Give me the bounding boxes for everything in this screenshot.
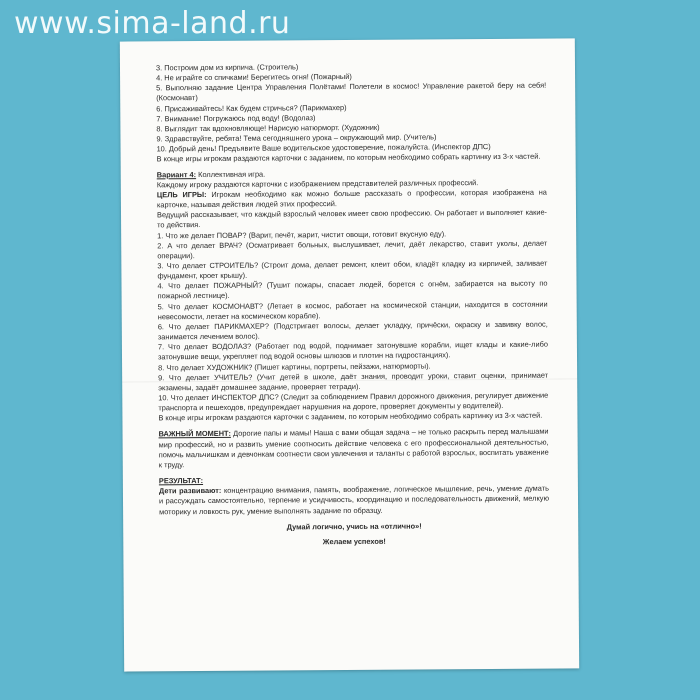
result-paragraph xyxy=(159,484,549,517)
question-item: 4. Что делает ПОЖАРНЫЙ? (Тушит пожары, спасает людей, борется с огнём, забирается на высоту по пожарной лестнице). xyxy=(157,278,548,301)
question-item: 3. Что делает СТРОИТЕЛЬ? (Строит дома, делает ремонт, клеит обои, кладёт кладку из кирпичей, заливает фундамент, кроет крышу). xyxy=(157,258,548,281)
question-item: 1. Что же делает ПОВАР? (Варит, печёт, жарит, чистит овощи, готовит вкусную еду). xyxy=(157,228,447,240)
important-label: ВАЖНЫЙ МОМЕНТ: xyxy=(158,429,231,439)
result-label: РЕЗУЛЬТАТ: xyxy=(158,476,204,486)
question-item: 7. Что делает ВОДОЛАЗ? (Работает под водой, поднимает затонувшие корабли, ищет клады и какие-либо затонувшие вещи, укрепляет под водой основы шлюзов и плотин на гидростанциях). xyxy=(157,339,548,362)
phrase-line: 9. Здравствуйте, ребята! Тема сегодняшнего урока – окружающий мир. (Учитель) xyxy=(156,132,437,144)
question-item: 5. Что делает КОСМОНАВТ? (Летает в космос, работает на космической станции, находится в состоянии невесомости, летает на космическом корабле). xyxy=(157,299,548,322)
important-paragraph xyxy=(159,427,549,470)
phrase-line: 3. Построим дом из кирпича. (Строитель) xyxy=(155,62,299,73)
phrase-line: 7. Внимание! Погружаюсь под воду! (Водолаз) xyxy=(156,113,316,124)
phrase-line: 5. Выполняю задание Центра Управления Полётами! Полетели в космос! Управление ракетой беру на себя! (Космонавт) xyxy=(156,80,547,103)
questions-list xyxy=(157,228,548,414)
closing-motto: Думай логично, учись на «отлично»! xyxy=(286,521,422,532)
question-item: 9. Что делает УЧИТЕЛЬ? (Учит детей в школе, даёт знания, проводит уроки, ставит оценки, принимает экзамены, задаёт домашнее задание, проверяет тетради). xyxy=(158,370,549,393)
variant4-end: В конце игры игрокам раздаются карточки с заданием, по которым необходимо собрать картинку из 3-х частей. xyxy=(158,410,543,423)
closing-wish: Желаем успехов! xyxy=(322,536,386,547)
variant4-intro: Каждому игроку раздаются карточки с изображением представителей различных профессий. xyxy=(156,177,479,190)
phrase-line: 4. Не играйте со спичками! Берегитесь огня! (Пожарный) xyxy=(156,72,352,83)
question-item: 6. Что делает ПАРИКМАХЕР? (Подстригает волосы, делает укладку, причёски, окраску и завивку волос, занимается лечением волос). xyxy=(157,319,548,342)
goal-paragraph xyxy=(157,187,547,210)
phrase-line: 10. Добрый день! Предъявите Ваше водительское удостоверение, пожалуйста. (Инспектор ДПС) xyxy=(156,142,491,154)
result-sub: Дети развивают: xyxy=(158,486,222,496)
professions-phrases-list xyxy=(156,61,547,165)
question-item: 2. А что делает ВРАЧ? (Осматривает больных, выслушивает, лечит, даёт лекарство, ставит уколы, делает операции). xyxy=(157,238,548,261)
goal-label: ЦЕЛЬ ИГРЫ: xyxy=(156,189,207,200)
question-item: 8. Что делает ХУДОЖНИК? (Пишет картины, портреты, пейзажи, натюрморты). xyxy=(158,360,431,372)
result-text: концентрацию внимания, память, воображение, логическое мышление, речь, умение думать и рассуждать самостоятельно, терпение и усидчивость, координацию и последовательность движений, мелкую моторику и ловкость рук, умение выполнять задание по образцу. xyxy=(158,483,550,516)
host-paragraph: Ведущий рассказывает, что каждый взрослый человек имеет свою профессию. Он работает и выполняет какие-то действия. xyxy=(156,207,548,230)
document-text xyxy=(156,61,549,549)
question-item: 10. Что делает ИНСПЕКТОР ДПС? (Следит за соблюдением Правил дорожного движения, регулирует движение транспорта и пешеходов, предупреждает нарушения на дороге, проверяет документы у водителей). xyxy=(158,390,549,413)
variant4-title: Коллективная игра. xyxy=(196,169,266,179)
variant4-label: Вариант 4: xyxy=(156,169,197,179)
phrase-line: В конце игры игрокам раздаются карточки с заданием, по которым необходимо собрать картинку из 3-х частей. xyxy=(156,152,541,164)
phrase-line: 8. Выглядит так вдохновляюще! Нарисую натюрморт. (Художник) xyxy=(156,122,380,134)
watermark: www.sima-land.ru xyxy=(14,6,291,41)
phrase-line: 6. Присаживайтесь! Как будем стричься? (Парикмахер) xyxy=(156,102,347,113)
paper-sheet xyxy=(120,38,579,671)
important-text: Дорогие папы и мамы! Наша с вами общая задача – не только раскрыть перед малышами мир профессий, но и развить умение соотносить действие человека с его профессиональной деятельностью, помочь мальчишкам и девчонкам соотнести свои увлечения и таланты с работой взрослых, воспитать уважение к труду. xyxy=(158,427,549,470)
goal-text: Игрокам необходимо как можно больше рассказать о профессии, которая изображена на карточке, называя действия людей этих профессий. xyxy=(156,187,547,210)
